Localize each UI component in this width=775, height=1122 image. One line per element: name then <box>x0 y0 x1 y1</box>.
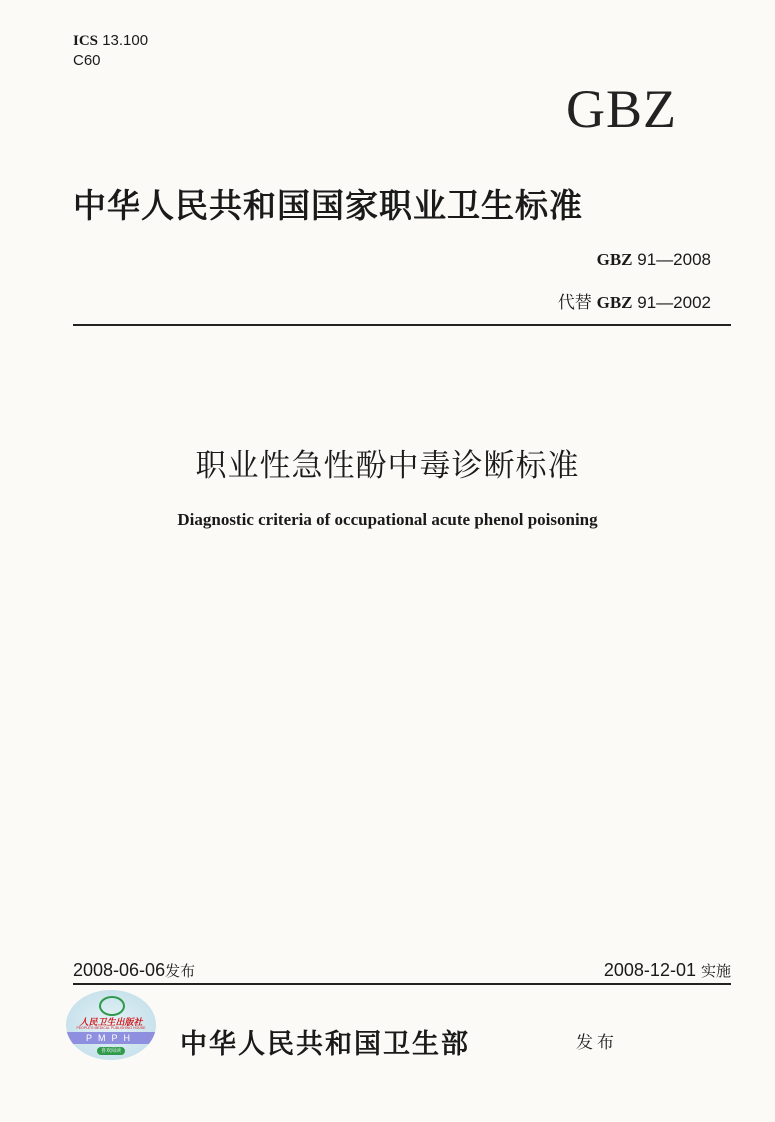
effective-date-value: 2008-12-01 <box>603 960 696 980</box>
bottom-divider <box>73 983 731 985</box>
ics-value: 13.100 <box>102 32 149 49</box>
gbz-mark: GBZ <box>566 79 677 139</box>
issue-label: 发布 <box>165 963 196 980</box>
issue-date-value: 2008-06-06 <box>73 960 166 980</box>
replaces-label: 代替 <box>557 293 592 312</box>
logo-name-en: PEOPLE'S MEDICAL PUBLISHING HOUSE <box>76 1026 146 1030</box>
logo-abbr: PMPH <box>66 1032 156 1044</box>
ics-classification <box>73 31 148 70</box>
standard-type: 中华人民共和国国家职业卫生标准 <box>73 186 583 225</box>
logo-name-cn: 人民卫生出版社 <box>79 1017 143 1027</box>
title-cn: 职业性急性酚中毒诊断标准 <box>195 448 580 483</box>
replaces-prefix: GBZ <box>596 293 633 312</box>
ics-label: ICS <box>73 33 99 49</box>
publisher-logo <box>66 990 156 1060</box>
issuer-action: 发布 <box>576 1033 618 1052</box>
issuer: 中华人民共和国卫生部 <box>180 1029 470 1060</box>
effective-label: 实施 <box>700 963 731 980</box>
code-number: 91—2008 <box>637 250 711 269</box>
title-en: Diagnostic criteria of occupational acute phenol poisoning <box>177 510 598 529</box>
logo-tag: 喜欢阅读 <box>97 1047 125 1055</box>
ccs-code: C60 <box>73 52 101 69</box>
top-divider <box>73 324 731 326</box>
logo-emblem-icon <box>99 996 125 1016</box>
replaces-code <box>558 288 711 313</box>
effective-date <box>604 960 731 981</box>
code-prefix: GBZ <box>596 250 633 269</box>
issue-date <box>73 960 195 981</box>
standard-code <box>597 250 711 270</box>
replaces-number: 91—2002 <box>637 293 711 312</box>
